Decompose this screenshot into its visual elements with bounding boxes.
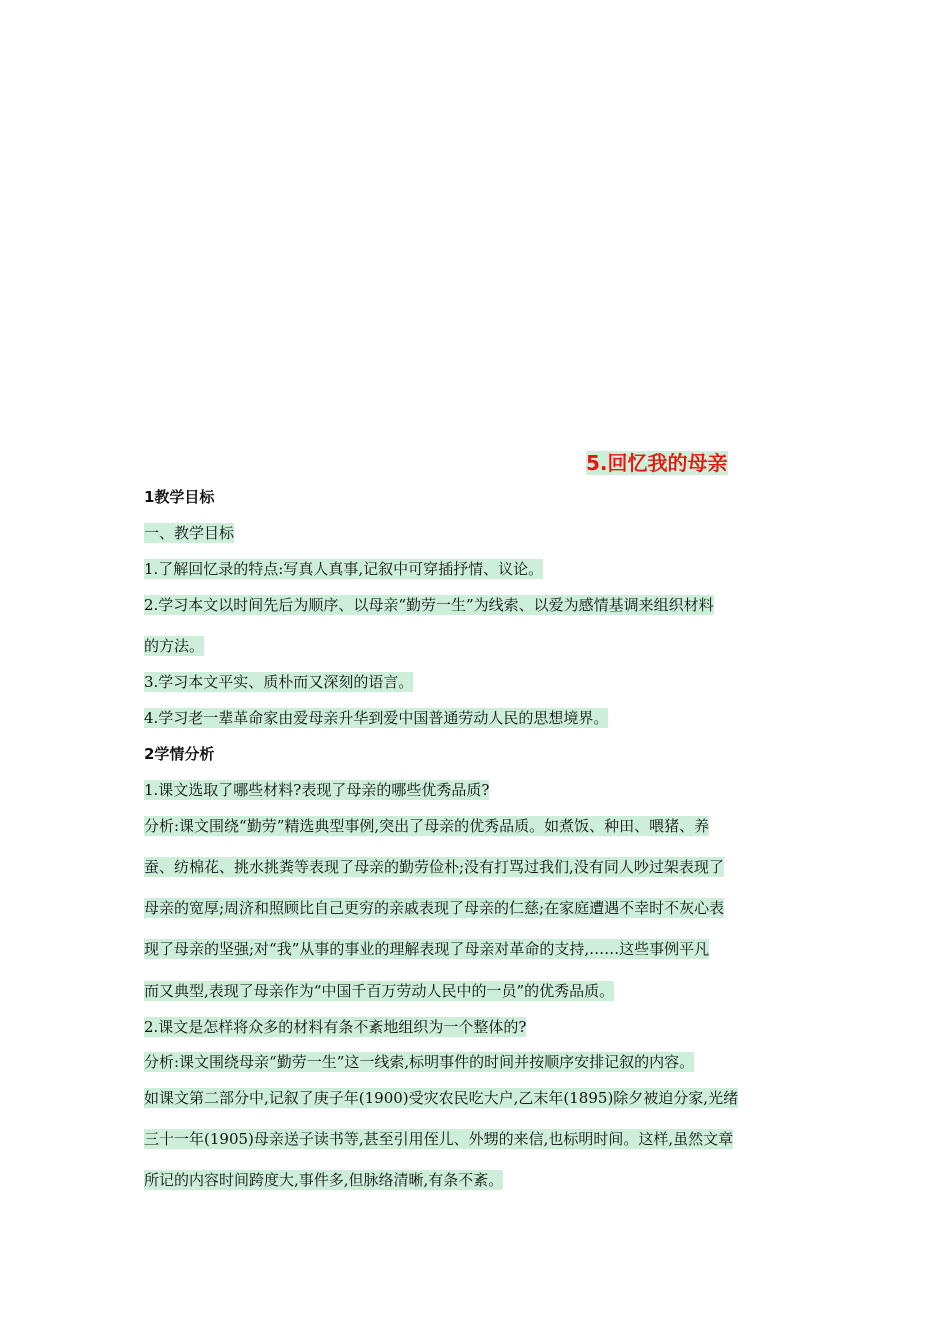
answer-1-line-2: 蚕、纺棉花、挑水挑粪等表现了母亲的勤劳俭朴;没有打骂过我们,没有同人吵过架表现了: [144, 858, 724, 876]
answer-2-line-4: 所记的内容时间跨度大,事件多,但脉络清晰,有条不紊。: [144, 1171, 504, 1189]
objective-2-line-2: 的方法。: [144, 637, 205, 655]
answer-1-line-4: 现了母亲的坚强;对“我”从事的事业的理解表现了母亲对革命的支持,……这些事例平凡: [144, 940, 710, 958]
question-2: 2.课文是怎样将众多的材料有条不紊地组织为一个整体的?: [144, 1018, 527, 1036]
subheading-teaching-goals: 一、教学目标: [144, 524, 235, 542]
answer-2-line-2: 如课文第二部分中,记叙了庚子年(1900)受灾农民吃大户,乙末年(1895)除夕被迫分家,光绪: [144, 1089, 739, 1107]
section-heading-teaching-goals: 1教学目标: [144, 488, 215, 506]
objective-4: 4.学习老一辈革命家由爱母亲升华到爱中国普通劳动人民的思想境界。: [144, 709, 609, 727]
answer-2-line-3: 三十一年(1905)母亲送子读书等,甚至引用侄儿、外甥的来信,也标明时间。这样,虽然文章: [144, 1130, 734, 1148]
document-title: 5.回忆我的母亲: [586, 451, 728, 475]
objective-3: 3.学习本文平实、质朴而又深刻的语言。: [144, 673, 414, 691]
answer-1-line-5: 而又典型,表现了母亲作为“中国千百万劳动人民中的一员”的优秀品质。: [144, 982, 615, 1000]
objective-2-line-1: 2.学习本文以时间先后为顺序、以母亲“勤劳一生”为线索、以爱为感情基调来组织材料: [144, 596, 714, 614]
question-1: 1.课文选取了哪些材料?表现了母亲的哪些优秀品质?: [144, 781, 490, 799]
answer-1-line-1: 分析:课文围绕“勤劳”精选典型事例,突出了母亲的优秀品质。如煮饭、种田、喂猪、养: [144, 817, 710, 835]
objective-1: 1.了解回忆录的特点:写真人真事,记叙中可穿插抒情、议论。: [144, 560, 544, 578]
section-heading-student-analysis: 2学情分析: [144, 745, 215, 763]
answer-2-line-1: 分析:课文围绕母亲“勤劳一生”这一线索,标明事件的时间并按顺序安排记叙的内容。: [144, 1053, 695, 1071]
answer-1-line-3: 母亲的宽厚;周济和照顾比自己更穷的亲戚表现了母亲的仁慈;在家庭遭遇不幸时不灰心表: [144, 899, 725, 917]
